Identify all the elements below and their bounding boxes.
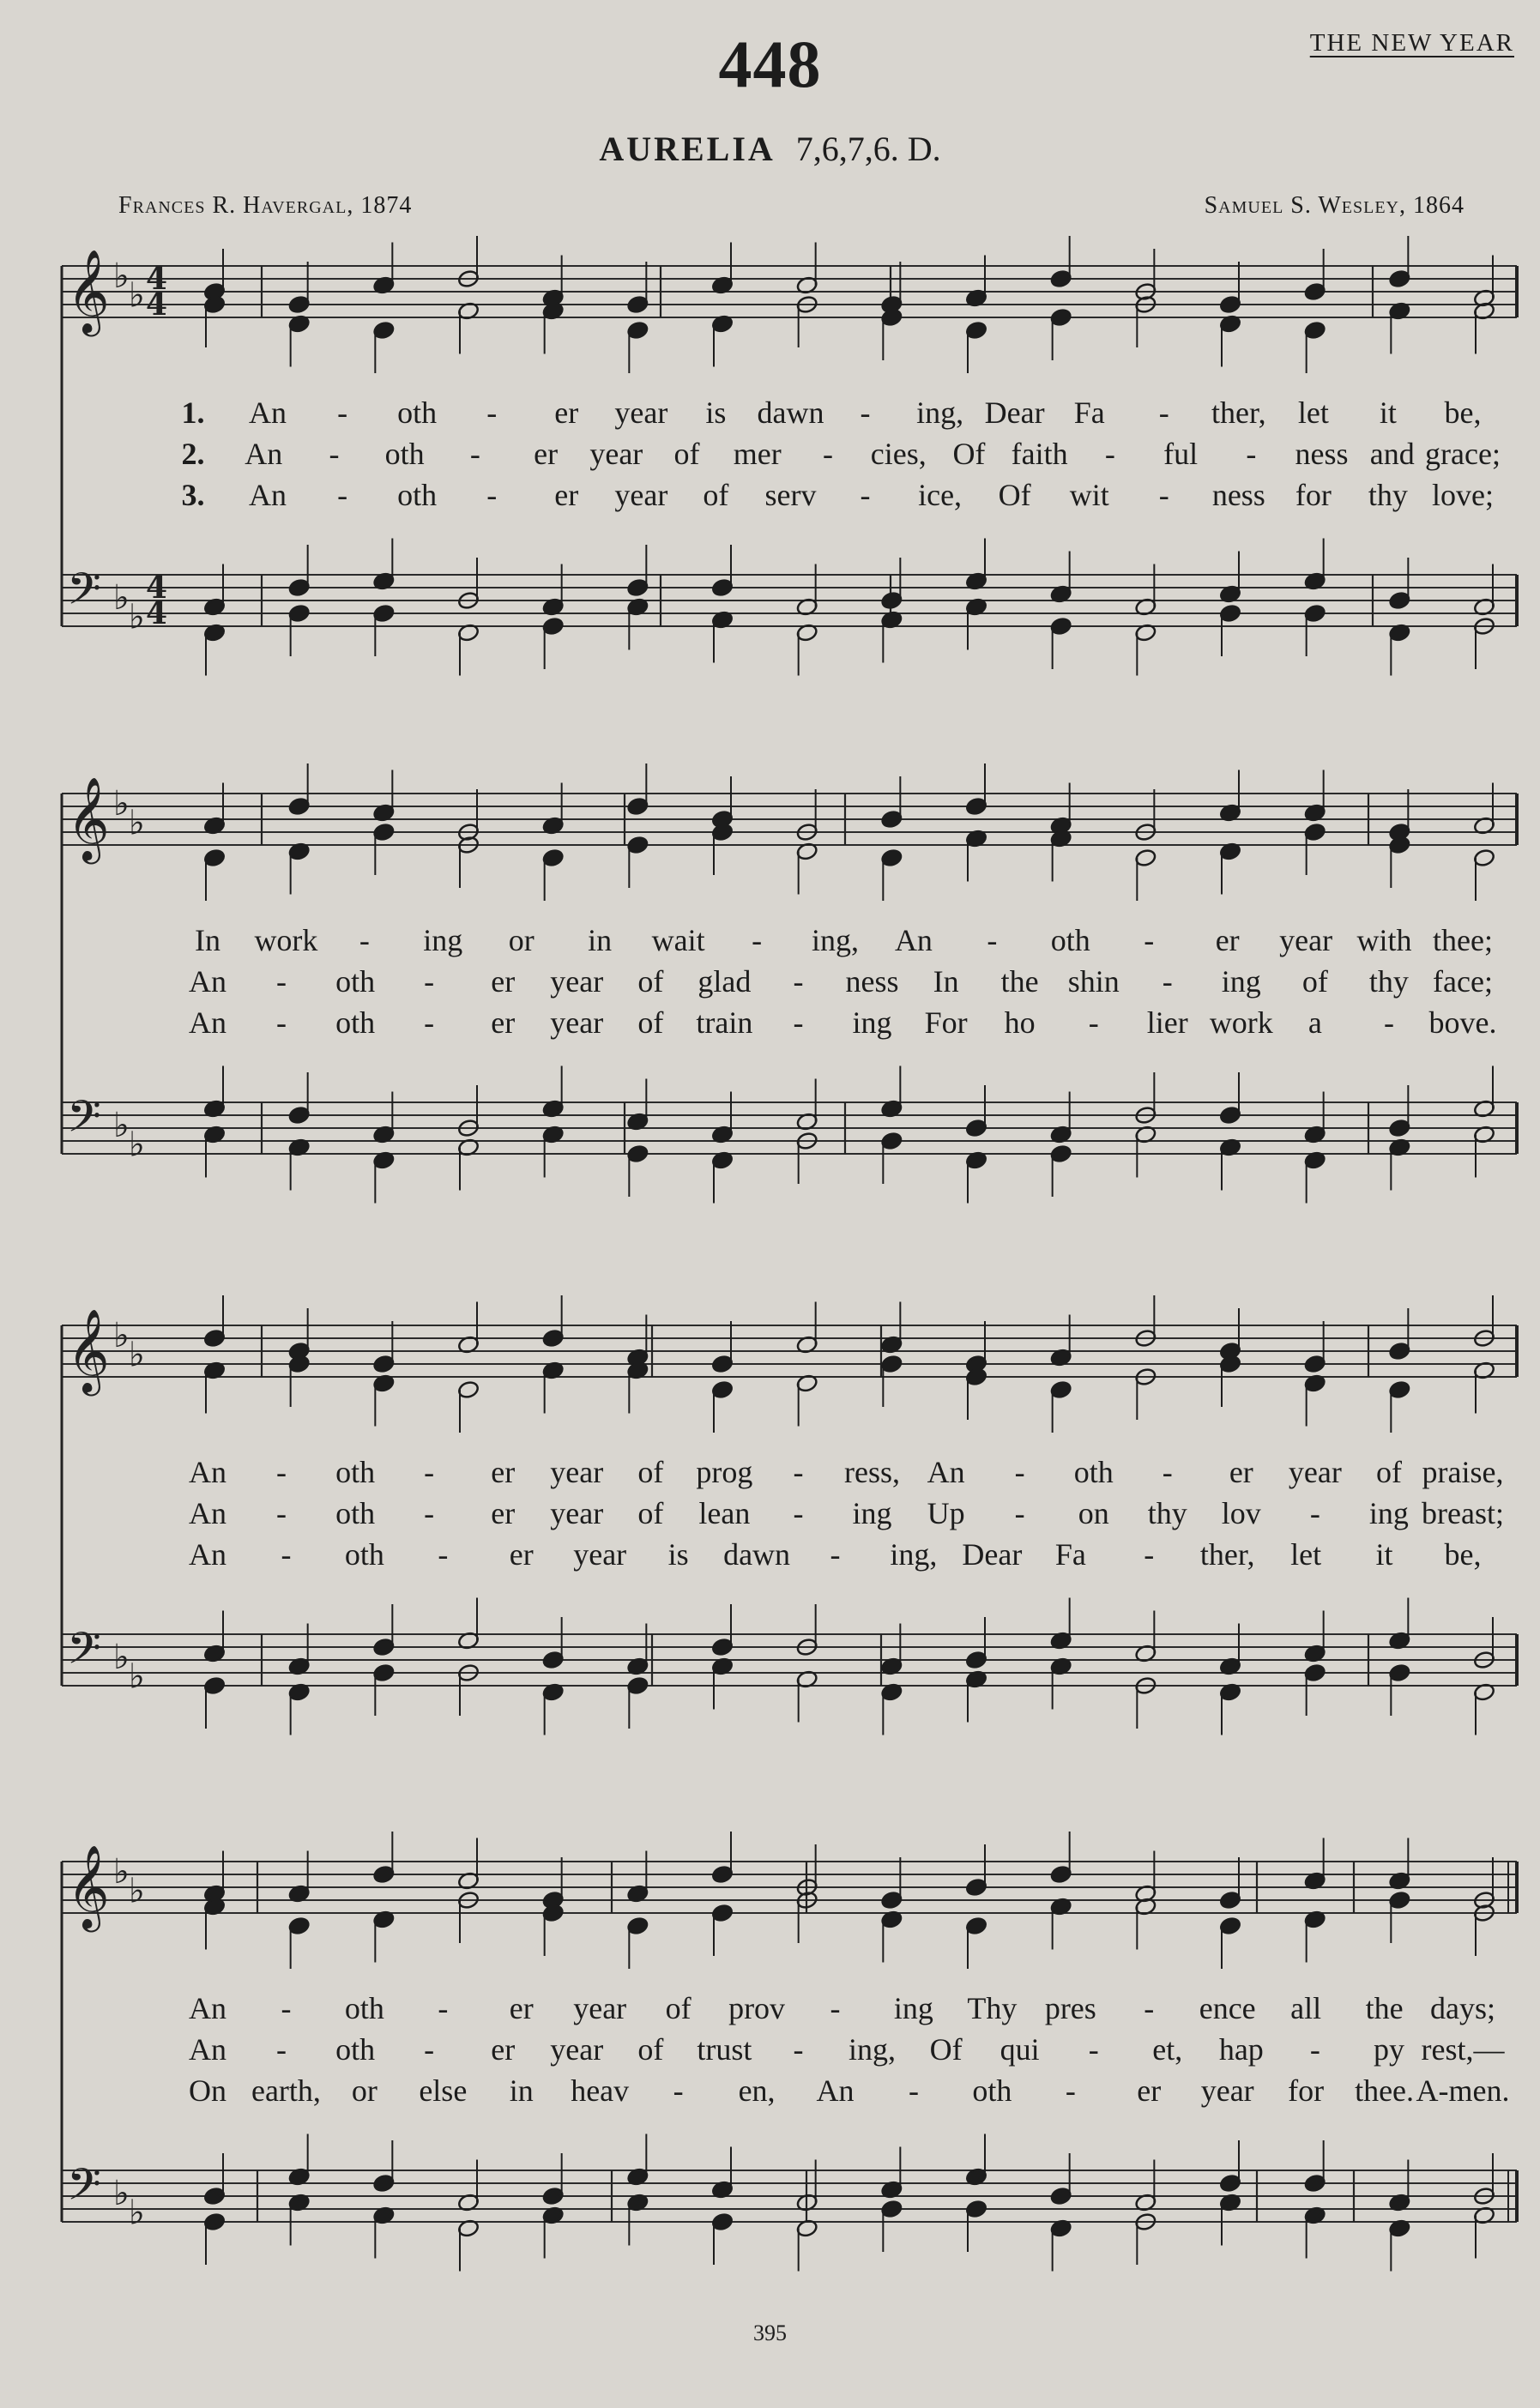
flat-sign: ♭ xyxy=(129,275,145,316)
lyric-line xyxy=(0,1536,1540,1576)
lyric-syllable: the xyxy=(1365,1991,1404,2025)
lyric-syllable: - xyxy=(1144,1991,1155,2025)
verse-number: 2. xyxy=(181,437,205,471)
lyric-line xyxy=(0,477,1540,516)
lyric-syllable: of xyxy=(673,437,700,471)
treble-clef: 𝄞 xyxy=(67,776,110,860)
lyric-syllable: grace; xyxy=(1425,437,1501,471)
lyric-line xyxy=(0,436,1540,475)
lyric-line xyxy=(0,2073,1540,2112)
lyric-syllable: ing, xyxy=(811,923,860,957)
lyric-syllable: oth xyxy=(335,964,376,999)
flat-sign: ♭ xyxy=(113,2174,130,2213)
lyric-syllable: Of xyxy=(952,437,986,471)
lyric-syllable: ful xyxy=(1163,437,1199,471)
lyric-syllable: bove. xyxy=(1428,1005,1497,1040)
lyric-syllable: - xyxy=(438,1537,449,1572)
meter: 7,6,7,6. D. xyxy=(795,130,941,168)
lyric-syllable: - xyxy=(823,437,833,471)
lyric-line xyxy=(0,1005,1540,1044)
bass-clef: 𝄢 xyxy=(67,563,101,625)
lyric-syllable: oth xyxy=(344,1537,384,1572)
lyric-syllable: else xyxy=(419,2073,468,2108)
lyric-syllable: - xyxy=(793,2032,804,2067)
lyric-line xyxy=(0,395,1540,434)
lyric-syllable: it xyxy=(1375,1537,1393,1572)
lyric-syllable: of xyxy=(637,1455,664,1489)
lyric-syllable: - xyxy=(908,2073,919,2108)
music-system-1 xyxy=(0,227,1540,708)
lyric-syllable: year xyxy=(550,964,604,999)
lyric-syllable: - xyxy=(1383,1005,1394,1040)
lyric-syllable: or xyxy=(508,923,534,957)
lyric-syllable: - xyxy=(1162,1455,1173,1489)
lyric-syllable: In xyxy=(195,923,220,957)
flat-sign: ♭ xyxy=(113,784,130,824)
lyric-line xyxy=(0,1990,1540,2030)
lyric-syllable: - xyxy=(793,1496,804,1530)
lyric-syllable: Dear xyxy=(962,1537,1023,1572)
lyric-syllable: - xyxy=(987,923,998,957)
flat-sign: ♭ xyxy=(129,1335,145,1375)
lyric-syllable: of xyxy=(637,2032,664,2067)
lyric-syllable: praise, xyxy=(1422,1455,1504,1489)
flat-sign: ♭ xyxy=(113,1106,130,1145)
lyric-syllable: - xyxy=(1144,923,1155,957)
lyric-syllable: Fa xyxy=(1054,1537,1086,1572)
lyric-syllable: - xyxy=(281,1537,292,1572)
lyric-syllable: - xyxy=(793,1005,804,1040)
music-system-4 xyxy=(0,1823,1540,2303)
flat-sign: ♭ xyxy=(113,1316,130,1355)
verse-number: 1. xyxy=(181,395,205,430)
lyric-syllable: ther, xyxy=(1211,395,1266,430)
lyric-syllable: let xyxy=(1297,395,1329,430)
lyric-syllable: wit xyxy=(1069,478,1109,512)
lyric-syllable: - xyxy=(1065,2073,1076,2108)
lyric-syllable: py xyxy=(1373,2032,1404,2067)
lyric-syllable: An xyxy=(249,478,287,512)
words-credit: Frances R. Havergal, 1874 xyxy=(118,192,413,219)
lyric-syllable: it xyxy=(1379,395,1397,430)
lyric-syllable: mer xyxy=(733,437,782,471)
lyric-syllable: oth xyxy=(1073,1455,1114,1489)
lyric-syllable: is xyxy=(705,395,727,430)
lyric-line xyxy=(0,922,1540,962)
lyric-syllable: thy xyxy=(1368,478,1408,512)
lyric-syllable: oth xyxy=(397,395,438,430)
lyric-syllable: oth xyxy=(384,437,425,471)
lyric-syllable: year xyxy=(614,478,668,512)
lyric-syllable: - xyxy=(1309,1496,1320,1530)
lyric-syllable: - xyxy=(1158,478,1169,512)
flat-sign: ♭ xyxy=(113,1852,130,1892)
lyric-syllable: of xyxy=(1375,1455,1402,1489)
lyric-syllable: lier xyxy=(1146,1005,1188,1040)
lyric-syllable: let xyxy=(1290,1537,1322,1572)
lyric-syllable: prov xyxy=(728,1991,786,2025)
lyric-syllable: faith xyxy=(1011,437,1068,471)
lyric-syllable: ress, xyxy=(844,1455,901,1489)
lyric-syllable: ing xyxy=(893,1991,933,2025)
lyric-syllable: oth xyxy=(344,1991,384,2025)
lyric-syllable: - xyxy=(359,923,370,957)
lyric-syllable: - xyxy=(1162,964,1173,999)
lyric-syllable: of xyxy=(665,1991,691,2025)
lyric-syllable: - xyxy=(1158,395,1169,430)
lyric-syllable: - xyxy=(1144,1537,1155,1572)
lyric-syllable: - xyxy=(1014,1455,1025,1489)
lyric-syllable: - xyxy=(1104,437,1115,471)
lyric-syllable: hap xyxy=(1218,2032,1264,2067)
lyric-syllable: - xyxy=(424,1005,435,1040)
lyric-syllable: thy xyxy=(1147,1496,1187,1530)
lyric-syllable: An xyxy=(189,1005,226,1040)
lyric-syllable: - xyxy=(424,1455,435,1489)
lyric-syllable: trust xyxy=(697,2032,752,2067)
lyric-syllable: - xyxy=(752,923,763,957)
lyric-syllable: of xyxy=(703,478,729,512)
lyric-syllable: er xyxy=(1137,2073,1162,2108)
lyric-syllable: - xyxy=(337,478,348,512)
lyric-syllable: - xyxy=(793,964,804,999)
lyric-syllable: - xyxy=(276,964,287,999)
lyric-syllable: - xyxy=(276,1496,287,1530)
lyric-syllable: of xyxy=(637,964,664,999)
lyric-syllable: on xyxy=(1078,1496,1109,1530)
lyric-syllable: - xyxy=(281,1991,292,2025)
lyric-syllable: Of xyxy=(929,2032,963,2067)
section-heading: THE NEW YEAR xyxy=(1309,29,1514,57)
lyric-syllable: love; xyxy=(1432,478,1494,512)
lyric-syllable: ence xyxy=(1199,1991,1256,2025)
lyric-syllable: en, xyxy=(738,2073,776,2108)
lyric-syllable: Dear xyxy=(984,395,1045,430)
lyric-syllable: year xyxy=(589,437,643,471)
lyric-syllable: the xyxy=(1000,964,1039,999)
lyric-syllable: - xyxy=(438,1991,449,2025)
lyric-syllable: oth xyxy=(335,1455,376,1489)
flat-sign: ♭ xyxy=(129,597,145,637)
lyric-syllable: heav xyxy=(571,2073,630,2108)
flat-sign: ♭ xyxy=(113,1638,130,1677)
lyric-syllable: thee; xyxy=(1433,923,1493,957)
lyric-syllable: er xyxy=(554,478,579,512)
lyric-syllable: ing xyxy=(852,1005,892,1040)
lyric-syllable: wait xyxy=(651,923,705,957)
lyric-syllable: year xyxy=(573,1537,627,1572)
music-credit: Samuel S. Wesley, 1864 xyxy=(1204,192,1465,219)
lyric-syllable: er xyxy=(1215,923,1240,957)
lyric-syllable: - xyxy=(860,395,871,430)
lyric-syllable: year xyxy=(550,2032,604,2067)
lyric-syllable: in xyxy=(509,2073,534,2108)
lyric-syllable: be, xyxy=(1444,1537,1482,1572)
lyric-syllable: er xyxy=(491,2032,516,2067)
verse-number: 3. xyxy=(181,478,205,512)
lyric-syllable: - xyxy=(276,1455,287,1489)
lyric-syllable: oth xyxy=(335,2032,376,2067)
lyric-syllable: thy xyxy=(1368,964,1409,999)
lyric-syllable: prog xyxy=(696,1455,753,1489)
lyric-syllable: An xyxy=(189,1496,226,1530)
lyric-syllable: On xyxy=(189,2073,226,2108)
lyric-syllable: year xyxy=(550,1455,604,1489)
lyric-syllable: train xyxy=(696,1005,753,1040)
lyric-syllable: - xyxy=(469,437,480,471)
lyric-syllable: serv xyxy=(764,478,817,512)
lyric-syllable: of xyxy=(637,1005,664,1040)
lyric-syllable: with xyxy=(1356,923,1412,957)
flat-sign: ♭ xyxy=(129,1871,145,1911)
bass-clef: 𝄢 xyxy=(67,1622,101,1685)
lyric-syllable: of xyxy=(1301,964,1328,999)
tune-name: AURELIA xyxy=(599,130,776,168)
lyric-syllable: er xyxy=(1229,1455,1253,1489)
flat-sign: ♭ xyxy=(113,256,130,296)
lyric-syllable: er xyxy=(491,1455,516,1489)
lyric-syllable: - xyxy=(329,437,340,471)
lyric-syllable: oth xyxy=(335,1496,376,1530)
lyric-syllable: year xyxy=(550,1496,604,1530)
lyric-syllable: oth xyxy=(397,478,438,512)
lyric-syllable: An xyxy=(249,395,287,430)
lyric-syllable: A-men. xyxy=(1416,2073,1510,2108)
lyric-syllable: be, xyxy=(1444,395,1482,430)
lyric-syllable: dawn xyxy=(723,1537,791,1572)
time-signature-digit: 4 xyxy=(146,261,168,297)
lyric-syllable: - xyxy=(424,1496,435,1530)
lyric-syllable: Thy xyxy=(967,1991,1018,2025)
lyric-syllable: - xyxy=(673,2073,684,2108)
music-system-2 xyxy=(0,755,1540,1235)
flat-sign: ♭ xyxy=(113,578,130,618)
lyric-syllable: year xyxy=(1279,923,1333,957)
lyric-syllable: - xyxy=(276,1005,287,1040)
lyric-syllable: days; xyxy=(1430,1991,1495,2025)
lyric-syllable: In xyxy=(933,964,959,999)
lyric-syllable: An xyxy=(245,437,283,471)
lyric-syllable: - xyxy=(793,1455,804,1489)
flat-sign: ♭ xyxy=(129,803,145,843)
lyric-syllable: ing xyxy=(1221,964,1261,999)
lyric-syllable: rest,— xyxy=(1421,2032,1505,2067)
lyric-syllable: - xyxy=(337,395,348,430)
flat-sign: ♭ xyxy=(129,1657,145,1697)
lyric-line xyxy=(0,1454,1540,1494)
lyric-syllable: cies, xyxy=(870,437,927,471)
lyric-syllable: ing, xyxy=(890,1537,938,1572)
bass-clef: 𝄢 xyxy=(67,1090,101,1153)
lyric-syllable: of xyxy=(637,1496,664,1530)
treble-clef: 𝄞 xyxy=(67,1308,110,1392)
lyric-syllable: - xyxy=(860,478,871,512)
lyric-syllable: work xyxy=(1209,1005,1273,1040)
lyric-syllable: ing xyxy=(852,1496,892,1530)
lyric-syllable: or xyxy=(351,2073,377,2108)
lyric-syllable: is xyxy=(667,1537,689,1572)
lyric-syllable: breast; xyxy=(1422,1496,1504,1530)
lyric-syllable: year xyxy=(550,1005,604,1040)
lyric-syllable: year xyxy=(614,395,668,430)
treble-clef: 𝄞 xyxy=(67,249,110,333)
lyric-syllable: er xyxy=(509,1991,534,2025)
lyric-syllable: ing xyxy=(423,923,463,957)
lyric-syllable: lov xyxy=(1221,1496,1261,1530)
lyric-syllable: An xyxy=(189,1455,226,1489)
lyric-syllable: oth xyxy=(972,2073,1012,2108)
lyric-syllable: ther, xyxy=(1199,1537,1255,1572)
time-signature-digit: 4 xyxy=(146,595,168,631)
lyric-syllable: glad xyxy=(698,964,752,999)
lyric-syllable: An xyxy=(189,1537,226,1572)
lyric-syllable: - xyxy=(486,478,498,512)
music-system-3 xyxy=(0,1287,1540,1767)
treble-clef: 𝄞 xyxy=(67,1844,110,1928)
lyric-line xyxy=(0,2031,1540,2071)
flat-sign: ♭ xyxy=(129,2193,145,2233)
lyric-syllable: ness xyxy=(1295,437,1349,471)
lyric-syllable: - xyxy=(1088,1005,1099,1040)
lyric-syllable: An xyxy=(189,1991,226,2025)
lyric-syllable: er xyxy=(491,1496,516,1530)
lyric-syllable: Up xyxy=(927,1496,965,1530)
lyric-syllable: et, xyxy=(1152,2032,1183,2067)
lyric-syllable: thee. xyxy=(1355,2073,1415,2108)
hymn-number: 448 xyxy=(718,27,822,101)
page-number: 395 xyxy=(753,2320,787,2345)
lyric-syllable: er xyxy=(491,1005,516,1040)
lyric-syllable: dawn xyxy=(757,395,824,430)
lyric-syllable: work xyxy=(254,923,318,957)
lyric-syllable: pres xyxy=(1044,1991,1096,2025)
lyric-syllable: er xyxy=(554,395,579,430)
lyric-syllable: ice, xyxy=(918,478,963,512)
lyric-syllable: - xyxy=(830,1537,841,1572)
lyric-syllable: and xyxy=(1369,437,1415,471)
lyric-syllable: er xyxy=(534,437,559,471)
time-signature-digit: 4 xyxy=(146,570,168,606)
lyric-syllable: ing, xyxy=(916,395,964,430)
lyric-syllable: Fa xyxy=(1073,395,1105,430)
lyric-syllable: - xyxy=(1246,437,1257,471)
lyric-syllable: all xyxy=(1290,1991,1322,2025)
lyric-syllable: lean xyxy=(698,1496,751,1530)
lyric-syllable: An xyxy=(816,2073,855,2108)
lyric-syllable: ing, xyxy=(849,2032,897,2067)
lyric-syllable: for xyxy=(1288,2073,1325,2108)
bass-clef: 𝄢 xyxy=(67,2158,101,2221)
lyric-syllable: An xyxy=(894,923,933,957)
lyric-syllable: er xyxy=(509,1537,534,1572)
lyric-syllable: ness xyxy=(1211,478,1265,512)
lyric-syllable: - xyxy=(1309,2032,1320,2067)
lyric-syllable: face; xyxy=(1433,964,1493,999)
lyric-line xyxy=(0,1495,1540,1535)
lyric-syllable: - xyxy=(486,395,498,430)
lyric-syllable: An xyxy=(189,2032,226,2067)
lyric-syllable: er xyxy=(491,964,516,999)
lyric-syllable: - xyxy=(424,2032,435,2067)
lyric-syllable: year xyxy=(1200,2073,1254,2108)
lyric-syllable: - xyxy=(1088,2032,1099,2067)
lyric-syllable: For xyxy=(924,1005,968,1040)
lyric-syllable: - xyxy=(1014,1496,1025,1530)
lyric-syllable: An xyxy=(927,1455,965,1489)
lyric-syllable: Of xyxy=(998,478,1031,512)
lyric-syllable: - xyxy=(424,964,435,999)
lyric-syllable: oth xyxy=(1050,923,1090,957)
lyric-syllable: - xyxy=(830,1991,841,2025)
time-signature-digit: 4 xyxy=(146,287,168,323)
lyric-syllable: An xyxy=(189,964,226,999)
lyric-syllable: qui xyxy=(999,2032,1040,2067)
lyric-syllable: shin xyxy=(1067,964,1120,999)
lyric-syllable: in xyxy=(588,923,613,957)
tune-heading xyxy=(0,129,1540,169)
lyric-syllable: oth xyxy=(335,1005,376,1040)
lyric-syllable: ing xyxy=(1368,1496,1409,1530)
lyric-syllable: for xyxy=(1295,478,1332,512)
lyric-syllable: ho xyxy=(1004,1005,1036,1040)
lyric-syllable: - xyxy=(276,2032,287,2067)
lyric-syllable: ness xyxy=(845,964,899,999)
lyric-syllable: a xyxy=(1307,1005,1322,1040)
lyric-line xyxy=(0,963,1540,1003)
flat-sign: ♭ xyxy=(129,1125,145,1165)
lyric-syllable: year xyxy=(1288,1455,1342,1489)
lyric-syllable: year xyxy=(573,1991,627,2025)
lyric-syllable: earth, xyxy=(251,2073,321,2108)
